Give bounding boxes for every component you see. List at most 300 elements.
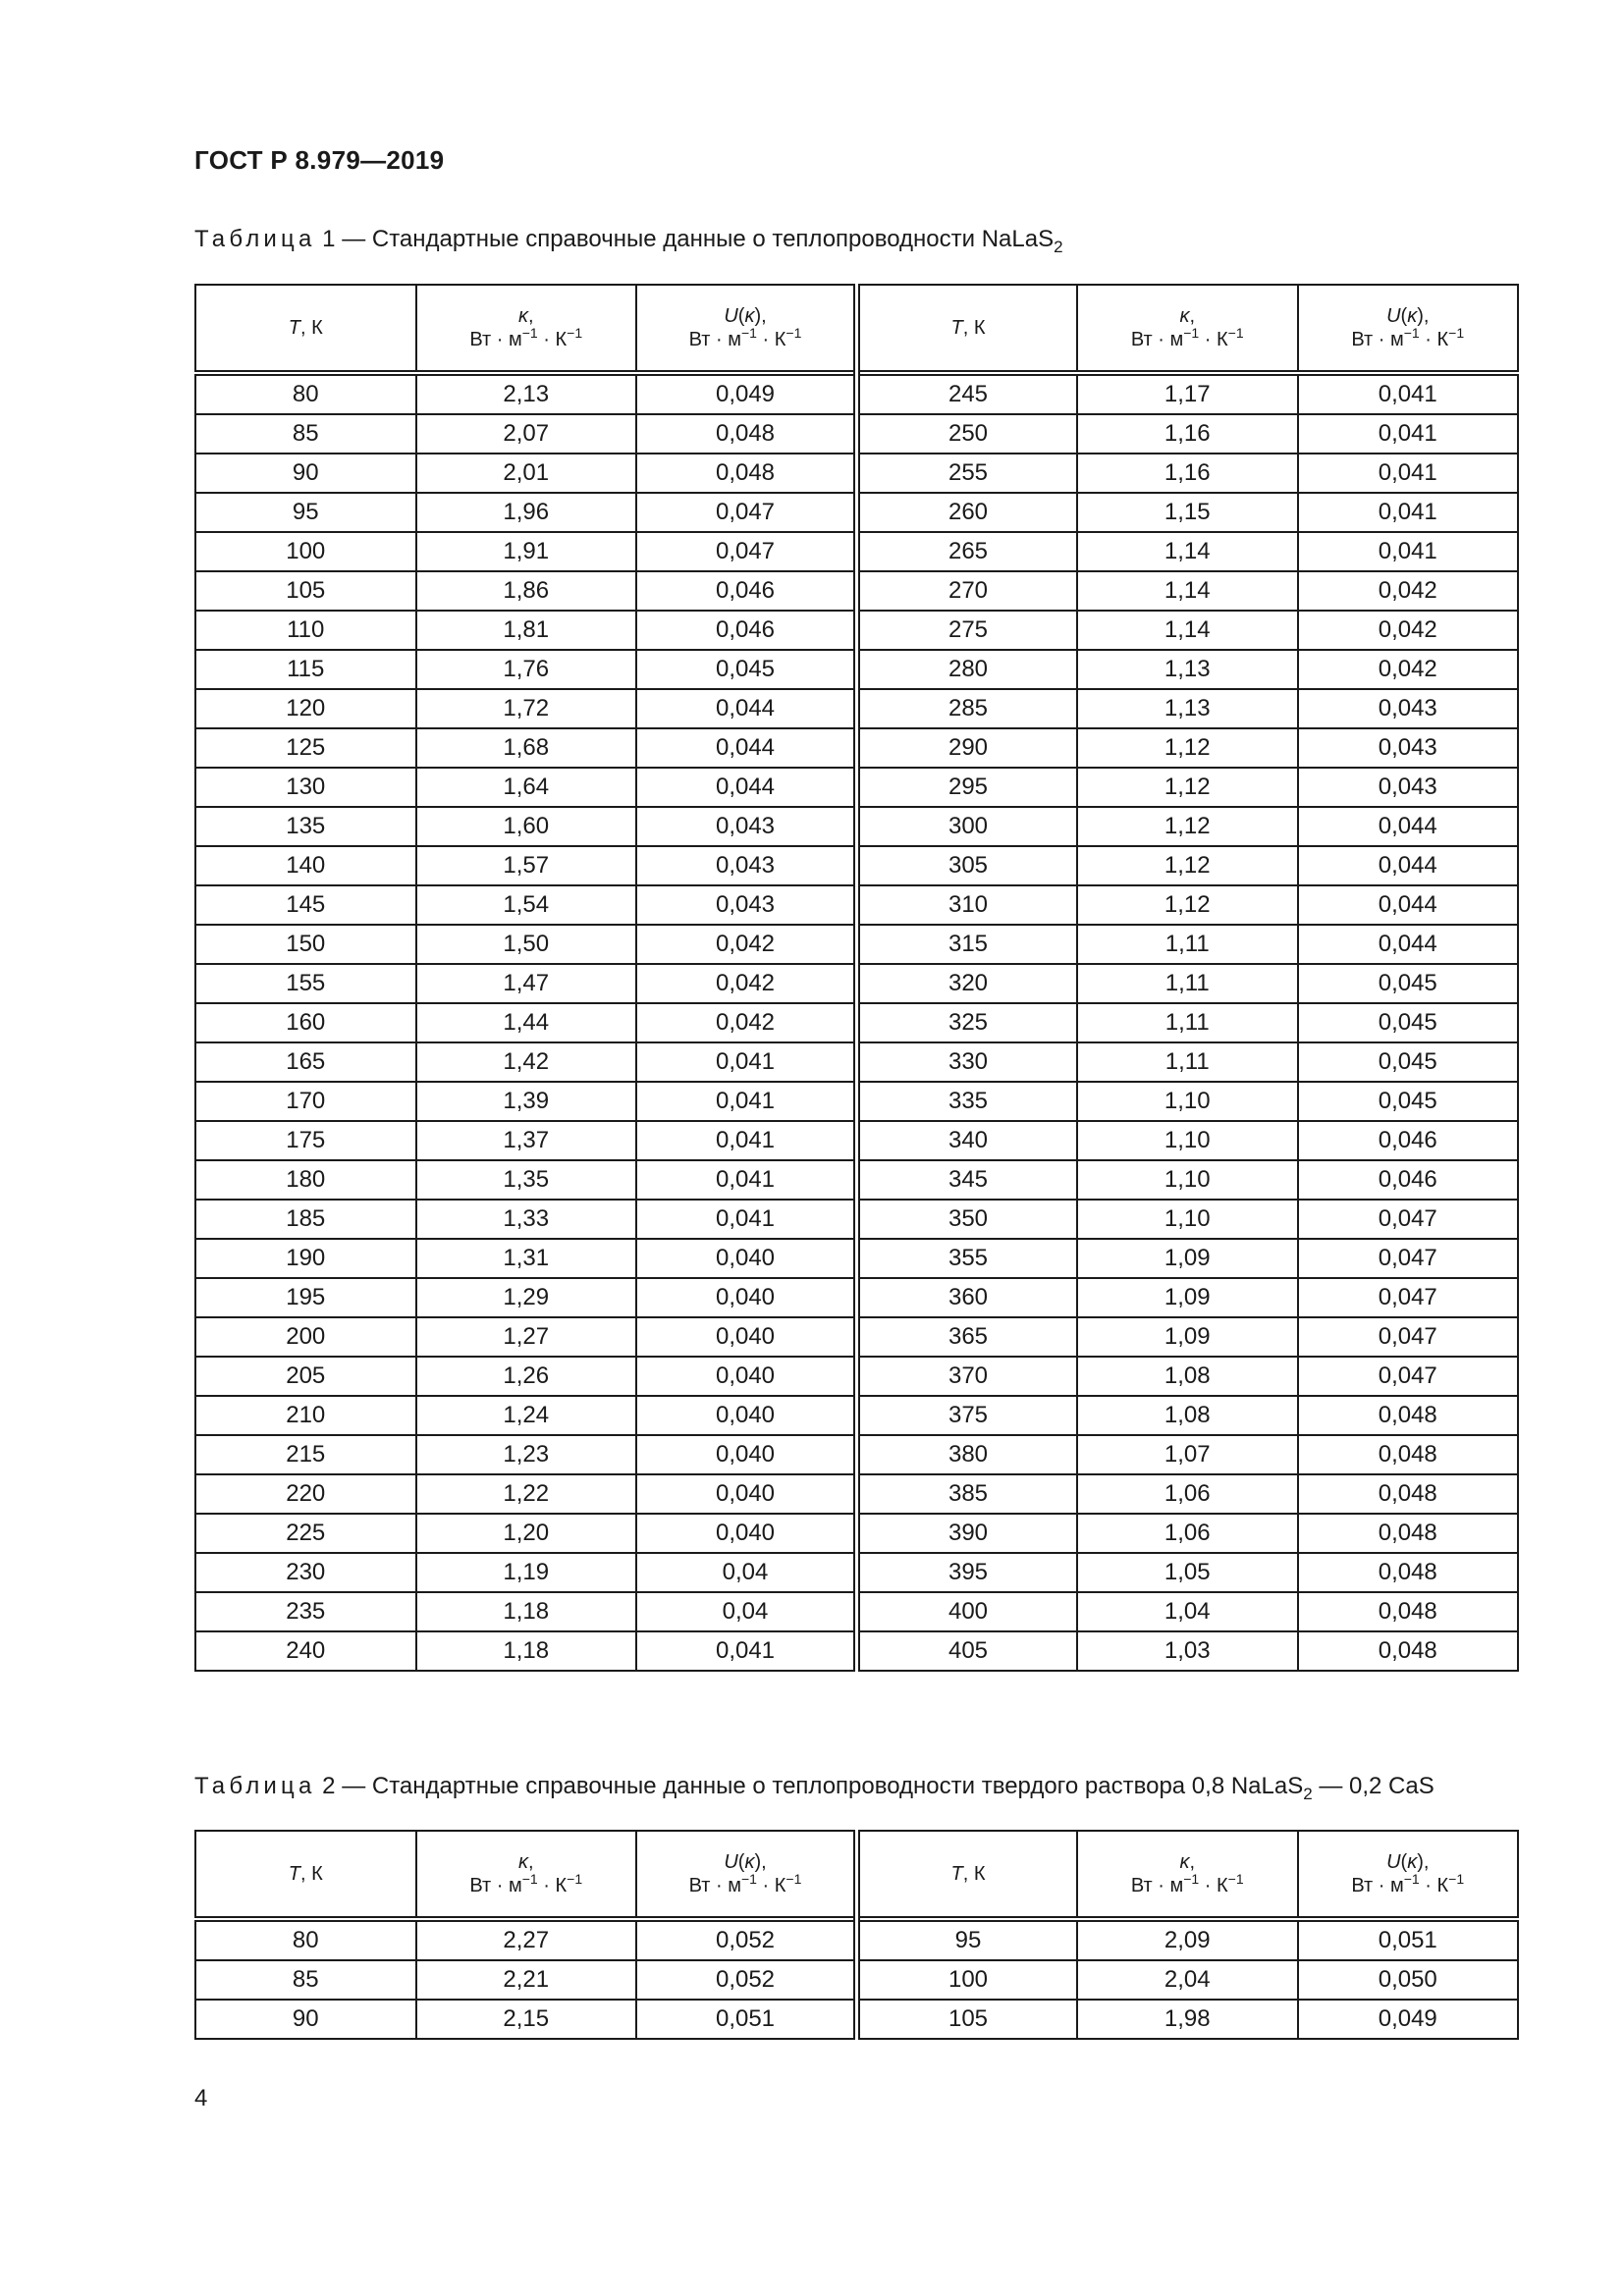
table-row xyxy=(195,846,1518,885)
table1-caption-subscript: 2 xyxy=(1054,238,1063,256)
table-cell: 1,13 xyxy=(1077,689,1298,728)
temperature-unit: , К xyxy=(299,317,323,339)
table-cell: 1,72 xyxy=(416,689,637,728)
table-row xyxy=(195,1960,1518,2000)
table-row xyxy=(195,1592,1518,1631)
table1-col-temperature xyxy=(857,285,1078,373)
temperature-unit: , К xyxy=(299,1863,323,1885)
uncertainty-units-mid: · К xyxy=(756,329,786,350)
table-cell: 400 xyxy=(857,1592,1078,1631)
uncertainty-units-base: Вт · м xyxy=(688,1875,741,1896)
table-cell: 300 xyxy=(857,807,1078,846)
kappa-units-mid: · К xyxy=(1199,1875,1228,1896)
table-cell: 200 xyxy=(195,1317,416,1357)
table-cell: 0,041 xyxy=(1298,373,1519,414)
table-row xyxy=(195,2000,1518,2039)
kappa-comma: , xyxy=(1189,1851,1196,1873)
table-row xyxy=(195,1514,1518,1553)
table-cell: 1,06 xyxy=(1077,1514,1298,1553)
table-cell: 1,09 xyxy=(1077,1278,1298,1317)
table-cell: 1,15 xyxy=(1077,493,1298,532)
table1-col-conductivity xyxy=(1077,285,1298,373)
table-cell: 1,06 xyxy=(1077,1474,1298,1514)
table-cell: 0,040 xyxy=(636,1239,857,1278)
table-cell: 0,041 xyxy=(1298,414,1519,454)
table-cell: 275 xyxy=(857,611,1078,650)
table-row xyxy=(195,1919,1518,1960)
table-cell: 355 xyxy=(857,1239,1078,1278)
table-row xyxy=(195,1317,1518,1357)
table-cell: 385 xyxy=(857,1474,1078,1514)
table-cell: 265 xyxy=(857,532,1078,571)
table-cell: 1,76 xyxy=(416,650,637,689)
table-cell: 1,10 xyxy=(1077,1160,1298,1200)
kappa-units-exp2: −1 xyxy=(567,1871,583,1887)
table-cell: 205 xyxy=(195,1357,416,1396)
table-cell: 1,39 xyxy=(416,1082,637,1121)
table-cell: 90 xyxy=(195,2000,416,2039)
table-cell: 1,12 xyxy=(1077,807,1298,846)
temperature-symbol: T xyxy=(288,317,300,339)
kappa-units xyxy=(1130,325,1244,350)
table-cell: 270 xyxy=(857,571,1078,611)
table-cell: 375 xyxy=(857,1396,1078,1435)
table2-col-conductivity xyxy=(416,1831,637,1919)
table-row xyxy=(195,1121,1518,1160)
table-cell: 305 xyxy=(857,846,1078,885)
table-cell: 0,042 xyxy=(636,964,857,1003)
table-cell: 1,81 xyxy=(416,611,637,650)
kappa-comma: , xyxy=(1189,305,1196,327)
table-cell: 0,047 xyxy=(1298,1278,1519,1317)
table-cell: 105 xyxy=(857,2000,1078,2039)
table-cell: 1,29 xyxy=(416,1278,637,1317)
table-cell: 1,60 xyxy=(416,807,637,846)
table-cell: 1,31 xyxy=(416,1239,637,1278)
table-cell: 0,042 xyxy=(636,1003,857,1042)
table-cell: 0,046 xyxy=(1298,1121,1519,1160)
uncertainty-arg: κ xyxy=(744,305,755,327)
table-cell: 1,09 xyxy=(1077,1317,1298,1357)
table-row xyxy=(195,807,1518,846)
kappa-symbol: κ xyxy=(517,305,528,327)
uncertainty-units-exp2: −1 xyxy=(785,1871,802,1887)
table-cell: 1,23 xyxy=(416,1435,637,1474)
kappa-symbol: κ xyxy=(1179,1851,1190,1873)
table-cell: 0,044 xyxy=(636,768,857,807)
table-cell: 1,96 xyxy=(416,493,637,532)
table-row xyxy=(195,1474,1518,1514)
table-cell: 1,86 xyxy=(416,571,637,611)
table-cell: 0,040 xyxy=(636,1474,857,1514)
kappa-units-base: Вт · м xyxy=(1130,329,1184,350)
table-cell: 0,047 xyxy=(636,493,857,532)
table-cell: 1,12 xyxy=(1077,728,1298,768)
table-cell: 0,042 xyxy=(1298,611,1519,650)
table-cell: 365 xyxy=(857,1317,1078,1357)
table-cell: 215 xyxy=(195,1435,416,1474)
table-cell: 1,35 xyxy=(416,1160,637,1200)
table-cell: 180 xyxy=(195,1160,416,1200)
kappa-units-exp2: −1 xyxy=(567,325,583,341)
table-cell: 0,047 xyxy=(1298,1317,1519,1357)
temperature-symbol: T xyxy=(288,1863,300,1885)
kappa-comma: , xyxy=(527,305,534,327)
table-cell: 330 xyxy=(857,1042,1078,1082)
table-cell: 100 xyxy=(195,532,416,571)
uncertainty-units-exp1: −1 xyxy=(1403,325,1420,341)
temperature-unit: , К xyxy=(962,317,986,339)
uncertainty-units-base: Вт · м xyxy=(1351,329,1404,350)
table-cell: 95 xyxy=(195,493,416,532)
table-cell: 1,14 xyxy=(1077,611,1298,650)
table-cell: 190 xyxy=(195,1239,416,1278)
table-cell: 0,043 xyxy=(1298,689,1519,728)
uncertainty-symbol: U xyxy=(724,305,738,327)
table-row xyxy=(195,728,1518,768)
table2-col-temperature xyxy=(195,1831,416,1919)
table-cell: 0,040 xyxy=(636,1435,857,1474)
page-number: 4 xyxy=(194,2085,208,2111)
table-cell: 105 xyxy=(195,571,416,611)
table-row xyxy=(195,1003,1518,1042)
kappa-units-base: Вт · м xyxy=(469,1875,522,1896)
table-cell: 0,048 xyxy=(636,454,857,493)
kappa-units xyxy=(1130,1871,1244,1896)
table-cell: 0,043 xyxy=(636,846,857,885)
table-row xyxy=(195,1278,1518,1317)
table-cell: 165 xyxy=(195,1042,416,1082)
table-cell: 0,047 xyxy=(1298,1357,1519,1396)
table-cell: 245 xyxy=(857,373,1078,414)
table-cell: 2,27 xyxy=(416,1919,637,1960)
uncertainty-units-mid: · К xyxy=(756,1875,786,1896)
table-row xyxy=(195,1082,1518,1121)
table-cell: 1,33 xyxy=(416,1200,637,1239)
table-row xyxy=(195,885,1518,925)
table-cell: 1,08 xyxy=(1077,1357,1298,1396)
table-cell: 0,044 xyxy=(1298,925,1519,964)
table-cell: 2,04 xyxy=(1077,1960,1298,2000)
table-cell: 0,051 xyxy=(636,2000,857,2039)
uncertainty-arg: κ xyxy=(1407,1851,1418,1873)
table1-col-uncertainty: U(κ), Вт · $м^{-1} \cdot К^{-1}$ xyxy=(1298,285,1519,373)
table-cell: 1,27 xyxy=(416,1317,637,1357)
table-cell: 2,15 xyxy=(416,2000,637,2039)
table-cell: 0,045 xyxy=(1298,1042,1519,1082)
table1-caption xyxy=(194,226,1063,256)
table2-caption-label: Таблица xyxy=(194,1773,316,1799)
table-cell: 335 xyxy=(857,1082,1078,1121)
table-cell: 1,22 xyxy=(416,1474,637,1514)
uncertainty-units-exp2: −1 xyxy=(1448,325,1465,341)
table1-header xyxy=(195,285,1518,373)
kappa-units-exp2: −1 xyxy=(1227,325,1244,341)
table-cell: 1,26 xyxy=(416,1357,637,1396)
table-cell: 0,043 xyxy=(1298,728,1519,768)
table-cell: 1,10 xyxy=(1077,1200,1298,1239)
table2-header xyxy=(195,1831,1518,1919)
table-cell: 0,045 xyxy=(636,650,857,689)
uncertainty-arg: κ xyxy=(1407,305,1418,327)
table-cell: 0,048 xyxy=(1298,1514,1519,1553)
table-cell: 85 xyxy=(195,414,416,454)
table-cell: 280 xyxy=(857,650,1078,689)
kappa-units xyxy=(469,325,583,350)
table-cell: 1,13 xyxy=(1077,650,1298,689)
table-cell: 255 xyxy=(857,454,1078,493)
table1-caption-label: Таблица xyxy=(194,226,316,252)
table-cell: 0,041 xyxy=(636,1160,857,1200)
table-cell: 1,11 xyxy=(1077,1042,1298,1082)
kappa-symbol: κ xyxy=(517,1851,528,1873)
table-cell: 380 xyxy=(857,1435,1078,1474)
table-cell: 1,14 xyxy=(1077,571,1298,611)
table2-caption-tail: — 0,2 CaS xyxy=(1312,1773,1435,1799)
table-cell: 0,046 xyxy=(636,611,857,650)
table-cell: 160 xyxy=(195,1003,416,1042)
uncertainty-units-exp1: −1 xyxy=(1403,1871,1420,1887)
table1-col-conductivity xyxy=(416,285,637,373)
table-cell: 1,14 xyxy=(1077,532,1298,571)
table-cell: 2,01 xyxy=(416,454,637,493)
table-cell: 80 xyxy=(195,373,416,414)
table-cell: 145 xyxy=(195,885,416,925)
table-cell: 0,052 xyxy=(636,1919,857,1960)
table-cell: 390 xyxy=(857,1514,1078,1553)
table1-col-uncertainty: U(κ), Вт · $м^{-1} \cdot К^{-1}$ xyxy=(636,285,857,373)
table-cell: 0,048 xyxy=(636,414,857,454)
table2-col-uncertainty: U(κ), Вт · $м^{-1} \cdot К^{-1}$ xyxy=(1298,1831,1519,1919)
table-cell: 1,19 xyxy=(416,1553,637,1592)
table-cell: 1,05 xyxy=(1077,1553,1298,1592)
table-cell: 290 xyxy=(857,728,1078,768)
table-cell: 0,041 xyxy=(636,1121,857,1160)
table-cell: 1,24 xyxy=(416,1396,637,1435)
table-row xyxy=(195,1435,1518,1474)
table-cell: 1,10 xyxy=(1077,1121,1298,1160)
uncertainty-units-base: Вт · м xyxy=(688,329,741,350)
table-cell: 360 xyxy=(857,1278,1078,1317)
table-cell: 0,048 xyxy=(1298,1435,1519,1474)
table-cell: 175 xyxy=(195,1121,416,1160)
table1-header-row xyxy=(195,285,1518,373)
uncertainty-symbol: U xyxy=(724,1851,738,1873)
table-cell: 345 xyxy=(857,1160,1078,1200)
table-cell: 0,048 xyxy=(1298,1553,1519,1592)
table-cell: 0,048 xyxy=(1298,1592,1519,1631)
kappa-symbol: κ xyxy=(1179,305,1190,327)
document-code: ГОСТ Р 8.979—2019 xyxy=(194,145,445,175)
table-cell: 1,47 xyxy=(416,964,637,1003)
table-cell: 315 xyxy=(857,925,1078,964)
table-cell: 295 xyxy=(857,768,1078,807)
table-row xyxy=(195,454,1518,493)
table-cell: 1,03 xyxy=(1077,1631,1298,1671)
table-cell: 150 xyxy=(195,925,416,964)
table-cell: 2,21 xyxy=(416,1960,637,2000)
table-cell: 260 xyxy=(857,493,1078,532)
table-cell: 100 xyxy=(857,1960,1078,2000)
table-cell: 1,16 xyxy=(1077,414,1298,454)
table-cell: 0,048 xyxy=(1298,1631,1519,1671)
table1 xyxy=(194,284,1519,1672)
table-row xyxy=(195,964,1518,1003)
table-row xyxy=(195,571,1518,611)
table-cell: 0,047 xyxy=(1298,1200,1519,1239)
table-row xyxy=(195,1631,1518,1671)
table-cell: 1,11 xyxy=(1077,1003,1298,1042)
table-cell: 235 xyxy=(195,1592,416,1631)
table-cell: 1,16 xyxy=(1077,454,1298,493)
table-cell: 1,17 xyxy=(1077,373,1298,414)
table-cell: 0,046 xyxy=(1298,1160,1519,1200)
table-cell: 0,041 xyxy=(636,1082,857,1121)
uncertainty-symbol: U xyxy=(1386,1851,1401,1873)
table2-col-conductivity xyxy=(1077,1831,1298,1919)
kappa-units-mid: · К xyxy=(537,329,568,350)
table-cell: 1,44 xyxy=(416,1003,637,1042)
table-row xyxy=(195,532,1518,571)
table-row xyxy=(195,925,1518,964)
kappa-units-base: Вт · м xyxy=(1130,1875,1184,1896)
table1-body xyxy=(195,373,1518,1671)
table-cell: 0,045 xyxy=(1298,1003,1519,1042)
table-row xyxy=(195,493,1518,532)
table-cell: 1,10 xyxy=(1077,1082,1298,1121)
table2-col-uncertainty: U(κ), Вт · $м^{-1} \cdot К^{-1}$ xyxy=(636,1831,857,1919)
table-cell: 395 xyxy=(857,1553,1078,1592)
table-cell: 185 xyxy=(195,1200,416,1239)
table-cell: 225 xyxy=(195,1514,416,1553)
uncertainty-units-base: Вт · м xyxy=(1351,1875,1404,1896)
table-row xyxy=(195,1553,1518,1592)
table-cell: 0,041 xyxy=(636,1200,857,1239)
table-cell: 0,052 xyxy=(636,1960,857,2000)
table2 xyxy=(194,1830,1519,2040)
table-cell: 85 xyxy=(195,1960,416,2000)
table-cell: 0,040 xyxy=(636,1514,857,1553)
table-cell: 285 xyxy=(857,689,1078,728)
table-cell: 0,051 xyxy=(1298,1919,1519,1960)
table-cell: 195 xyxy=(195,1278,416,1317)
table-cell: 95 xyxy=(857,1919,1078,1960)
uncertainty-units-exp2: −1 xyxy=(1448,1871,1465,1887)
table-cell: 0,043 xyxy=(1298,768,1519,807)
table-cell: 2,07 xyxy=(416,414,637,454)
table-cell: 0,048 xyxy=(1298,1474,1519,1514)
table-row xyxy=(195,650,1518,689)
table-row xyxy=(195,1042,1518,1082)
table-cell: 0,047 xyxy=(1298,1239,1519,1278)
table-cell: 130 xyxy=(195,768,416,807)
table1-caption-text: 1 — Стандартные справочные данные о теплопроводности NaLaS xyxy=(315,226,1055,252)
uncertainty-symbol: U xyxy=(1386,305,1401,327)
table-cell: 125 xyxy=(195,728,416,768)
table-row xyxy=(195,1200,1518,1239)
table-cell: 0,04 xyxy=(636,1553,857,1592)
table-cell: 1,91 xyxy=(416,532,637,571)
table-row xyxy=(195,1239,1518,1278)
table-cell: 370 xyxy=(857,1357,1078,1396)
table-cell: 110 xyxy=(195,611,416,650)
table-cell: 90 xyxy=(195,454,416,493)
kappa-units-mid: · К xyxy=(1199,329,1228,350)
table-row xyxy=(195,1357,1518,1396)
uncertainty-units-exp2: −1 xyxy=(785,325,802,341)
table-cell: 0,050 xyxy=(1298,1960,1519,2000)
table-cell: 0,042 xyxy=(1298,650,1519,689)
table-cell: 135 xyxy=(195,807,416,846)
kappa-units-exp1: −1 xyxy=(1183,1871,1200,1887)
table-cell: 0,044 xyxy=(636,728,857,768)
kappa-units-mid: · К xyxy=(537,1875,568,1896)
temperature-symbol: T xyxy=(950,317,963,339)
kappa-units-exp1: −1 xyxy=(521,325,538,341)
table-cell: 0,04 xyxy=(636,1592,857,1631)
table1-col-temperature xyxy=(195,285,416,373)
table-cell: 0,049 xyxy=(636,373,857,414)
table-cell: 1,12 xyxy=(1077,846,1298,885)
table-cell: 0,046 xyxy=(636,571,857,611)
uncertainty-units-exp1: −1 xyxy=(740,325,757,341)
table-row xyxy=(195,611,1518,650)
table-row xyxy=(195,689,1518,728)
kappa-units-exp1: −1 xyxy=(1183,325,1200,341)
table-cell: 1,57 xyxy=(416,846,637,885)
table-cell: 115 xyxy=(195,650,416,689)
table-cell: 1,11 xyxy=(1077,925,1298,964)
kappa-units-base: Вт · м xyxy=(469,329,522,350)
table-cell: 405 xyxy=(857,1631,1078,1671)
table-cell: 1,12 xyxy=(1077,885,1298,925)
table-cell: 1,42 xyxy=(416,1042,637,1082)
table-cell: 210 xyxy=(195,1396,416,1435)
table-cell: 1,11 xyxy=(1077,964,1298,1003)
table-cell: 0,049 xyxy=(1298,2000,1519,2039)
temperature-symbol: T xyxy=(950,1863,963,1885)
table-cell: 0,044 xyxy=(1298,846,1519,885)
table-cell: 1,64 xyxy=(416,768,637,807)
table2-col-temperature xyxy=(857,1831,1078,1919)
table-cell: 1,08 xyxy=(1077,1396,1298,1435)
table-cell: 1,20 xyxy=(416,1514,637,1553)
table-cell: 0,040 xyxy=(636,1357,857,1396)
table-cell: 350 xyxy=(857,1200,1078,1239)
table-cell: 320 xyxy=(857,964,1078,1003)
table-cell: 1,12 xyxy=(1077,768,1298,807)
table-cell: 0,040 xyxy=(636,1396,857,1435)
table2-caption-subscript: 2 xyxy=(1303,1785,1313,1803)
table-cell: 0,041 xyxy=(1298,532,1519,571)
table-cell: 220 xyxy=(195,1474,416,1514)
table2-header-row xyxy=(195,1831,1518,1919)
table-cell: 0,045 xyxy=(1298,1082,1519,1121)
kappa-units-exp2: −1 xyxy=(1227,1871,1244,1887)
table-row xyxy=(195,373,1518,414)
table-row xyxy=(195,414,1518,454)
table-cell: 0,040 xyxy=(636,1278,857,1317)
table-cell: 0,042 xyxy=(636,925,857,964)
table-cell: 0,044 xyxy=(1298,885,1519,925)
table-cell: 240 xyxy=(195,1631,416,1671)
table-cell: 1,50 xyxy=(416,925,637,964)
table-cell: 0,040 xyxy=(636,1317,857,1357)
table-cell: 2,09 xyxy=(1077,1919,1298,1960)
table-cell: 0,044 xyxy=(1298,807,1519,846)
table-cell: 2,13 xyxy=(416,373,637,414)
table-row xyxy=(195,1160,1518,1200)
